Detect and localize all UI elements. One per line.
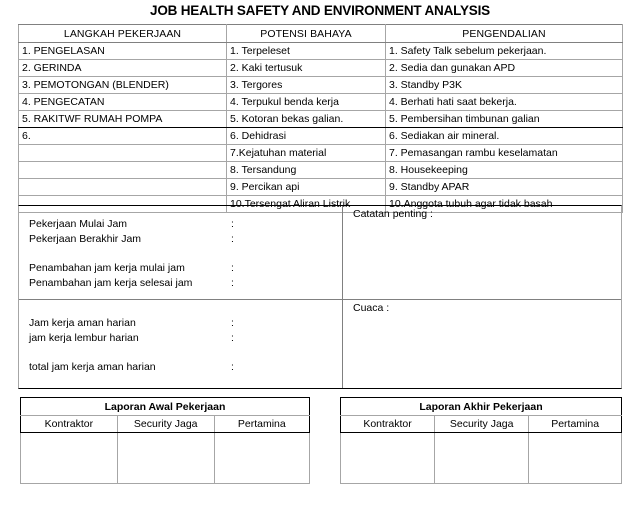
column-header-security-jaga: Security Jaga <box>117 416 214 433</box>
cell-bahaya[interactable]: 5. Kotoran bekas galian. <box>227 111 386 128</box>
cell-pengendalian[interactable]: 1. Safety Talk sebelum pekerjaan. <box>386 43 623 60</box>
cell-pengendalian[interactable]: 8. Housekeeping <box>386 162 623 179</box>
laporan-akhir-table <box>340 397 622 484</box>
cell-pengendalian[interactable]: 10.Anggota tubuh agar tidak basah <box>386 196 623 213</box>
laporan-akhir-title: Laporan Akhir Pekerjaan <box>341 398 622 416</box>
field-colon: : <box>231 262 234 274</box>
header-pengendalian: PENGENDALIAN <box>386 25 623 43</box>
signature-cell-pertamina[interactable] <box>214 433 309 484</box>
cell-bahaya[interactable]: 10.Tersengat Aliran Listrik <box>227 196 386 213</box>
cell-langkah[interactable]: 3. PEMOTONGAN (BLENDER) <box>19 77 227 94</box>
header-langkah-pekerjaan: LANGKAH PEKERJAAN <box>19 25 227 43</box>
cell-pengendalian[interactable]: 7. Pemasangan rambu keselamatan <box>386 145 623 162</box>
cell-langkah[interactable]: 5. RAKITWF RUMAH POMPA <box>19 111 227 128</box>
column-header-security-jaga: Security Jaga <box>435 416 529 433</box>
signature-cell-kontraktor[interactable] <box>341 433 435 484</box>
table-row <box>19 111 623 128</box>
column-header-kontraktor: Kontraktor <box>341 416 435 433</box>
field-label: total jam kerja aman harian <box>29 361 156 373</box>
cell-pengendalian[interactable]: 6. Sediakan air mineral. <box>386 128 623 145</box>
cell-bahaya[interactable]: 3. Tergores <box>227 77 386 94</box>
table-row <box>19 179 623 196</box>
table-row <box>19 77 623 94</box>
laporan-akhir-header-row <box>341 416 622 433</box>
table-row <box>19 145 623 162</box>
field-label: Jam kerja aman harian <box>29 317 136 329</box>
cell-langkah[interactable]: 6. <box>19 128 227 145</box>
laporan-awal-header-row <box>21 416 310 433</box>
table-row <box>19 162 623 179</box>
field-penambahan-jam-kerja-selesai[interactable] <box>19 276 342 291</box>
field-label: jam kerja lembur harian <box>29 332 139 344</box>
field-label: Penambahan jam kerja selesai jam <box>29 277 193 289</box>
jsa-table-body <box>19 43 623 213</box>
field-jam-kerja-lembur-harian[interactable] <box>19 331 342 346</box>
cuaca-area[interactable] <box>343 300 622 389</box>
catatan-penting-label: Catatan penting : <box>353 208 433 220</box>
jsa-table-header <box>19 25 623 43</box>
field-colon: : <box>231 332 234 344</box>
cell-bahaya[interactable]: 2. Kaki tertusuk <box>227 60 386 77</box>
cell-langkah[interactable]: 4. PENGECATAN <box>19 94 227 111</box>
cell-bahaya[interactable]: 4. Terpukul benda kerja <box>227 94 386 111</box>
field-penambahan-jam-kerja-mulai[interactable] <box>19 261 342 276</box>
laporan-awal-signature-row <box>21 433 310 484</box>
cell-pengendalian[interactable]: 3. Standby P3K <box>386 77 623 94</box>
cell-langkah[interactable]: 2. GERINDA <box>19 60 227 77</box>
table-row <box>19 60 623 77</box>
signature-cell-kontraktor[interactable] <box>21 433 118 484</box>
cell-bahaya[interactable]: 7.Kejatuhan material <box>227 145 386 162</box>
catatan-penting-area[interactable] <box>343 206 622 299</box>
cell-bahaya[interactable]: 1. Terpeleset <box>227 43 386 60</box>
signature-cell-security-jaga[interactable] <box>117 433 214 484</box>
page-title: JOB HEALTH SAFETY AND ENVIRONMENT ANALYSIS <box>150 3 490 18</box>
field-colon: : <box>231 277 234 289</box>
header-potensi-bahaya: POTENSI BAHAYA <box>227 25 386 43</box>
column-header-pertamina: Pertamina <box>214 416 309 433</box>
cell-langkah[interactable]: 1. PENGELASAN <box>19 43 227 60</box>
signature-cell-security-jaga[interactable] <box>435 433 529 484</box>
work-hours-and-notes-block <box>18 205 622 389</box>
laporan-akhir-signature-row <box>341 433 622 484</box>
field-colon: : <box>231 317 234 329</box>
cell-langkah[interactable] <box>19 162 227 179</box>
cell-pengendalian[interactable]: 9. Standby APAR <box>386 179 623 196</box>
cell-pengendalian[interactable]: 2. Sedia dan gunakan APD <box>386 60 623 77</box>
table-row <box>19 94 623 111</box>
column-header-kontraktor: Kontraktor <box>21 416 118 433</box>
cell-bahaya[interactable]: 9. Percikan api <box>227 179 386 196</box>
table-row <box>19 128 623 145</box>
field-pekerjaan-mulai-jam[interactable] <box>19 217 342 232</box>
signature-cell-pertamina[interactable] <box>529 433 622 484</box>
cell-langkah[interactable] <box>19 145 227 162</box>
work-hours-area <box>19 206 342 375</box>
cuaca-label: Cuaca : <box>353 302 390 314</box>
cell-langkah[interactable] <box>19 179 227 196</box>
field-label: Pekerjaan Mulai Jam <box>29 218 128 230</box>
field-pekerjaan-berakhir-jam[interactable] <box>19 232 342 247</box>
cell-bahaya[interactable]: 6. Dehidrasi <box>227 128 386 145</box>
laporan-awal-title: Laporan Awal Pekerjaan <box>21 398 310 416</box>
field-total-jam-kerja-aman-harian[interactable] <box>19 360 342 375</box>
cell-bahaya[interactable]: 8. Tersandung <box>227 162 386 179</box>
field-colon: : <box>231 218 234 230</box>
laporan-awal-table <box>20 397 310 484</box>
cell-pengendalian[interactable]: 5. Pembersihan timbunan galian <box>386 111 623 128</box>
column-header-pertamina: Pertamina <box>529 416 622 433</box>
table-row <box>19 43 623 60</box>
jsa-analysis-table <box>18 24 623 213</box>
cell-pengendalian[interactable]: 4. Berhati hati saat bekerja. <box>386 94 623 111</box>
field-label: Pekerjaan Berakhir Jam <box>29 233 142 245</box>
field-colon: : <box>231 233 234 245</box>
field-jam-kerja-aman-harian[interactable] <box>19 316 342 331</box>
field-colon: : <box>231 361 234 373</box>
field-label: Penambahan jam kerja mulai jam <box>29 262 185 274</box>
